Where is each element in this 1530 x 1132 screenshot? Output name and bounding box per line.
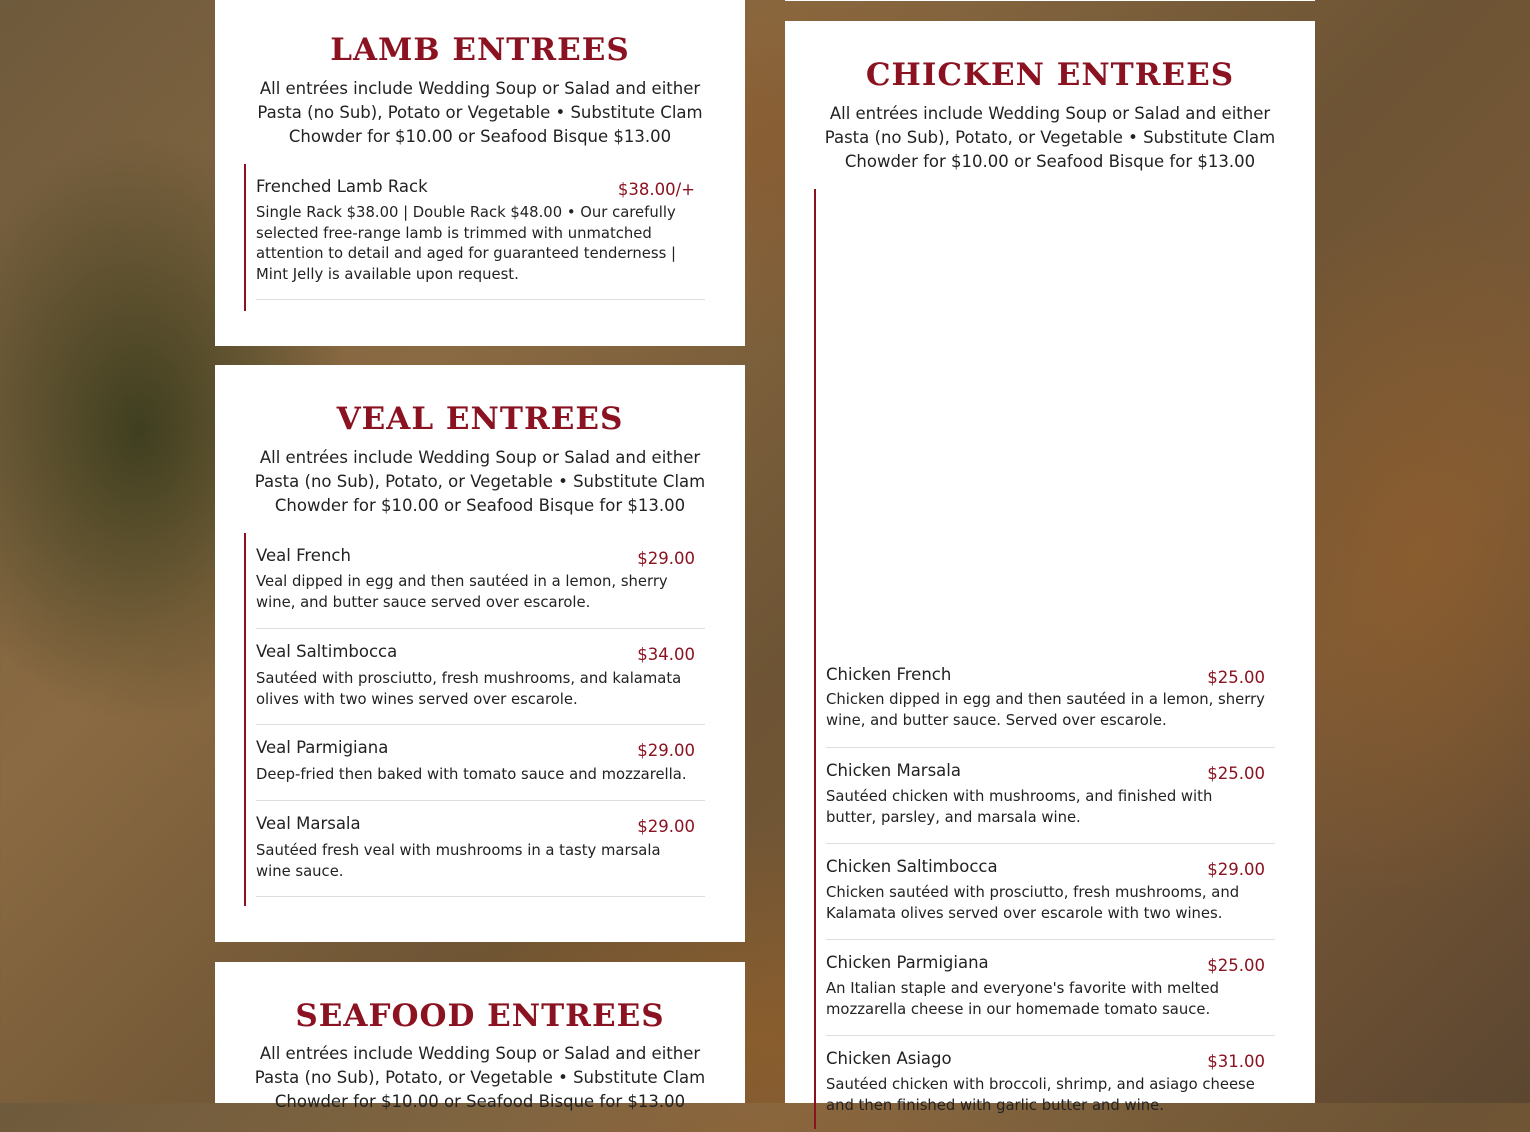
item-price: $25.00 xyxy=(1207,668,1265,687)
item-name: Veal Saltimbocca xyxy=(256,642,398,661)
item-price: $25.00 xyxy=(1207,764,1265,783)
list-item[interactable] xyxy=(256,725,705,801)
item-price: $31.00 xyxy=(1207,1052,1265,1071)
list-item[interactable] xyxy=(826,1036,1275,1132)
item-name: Chicken Marsala xyxy=(826,761,961,780)
list-item[interactable] xyxy=(826,940,1275,1036)
list-item[interactable] xyxy=(256,629,705,725)
item-description: Sautéed chicken with broccoli, shrimp, and asiago cheese and then finished with garlic butter and wine. xyxy=(826,1076,1255,1114)
item-name: Frenched Lamb Rack xyxy=(256,177,428,196)
item-price: $25.00 xyxy=(1207,956,1265,975)
item-description: Chicken dipped in egg and then sautéed in a lemon, sherry wine, and butter sauce. Served over escarole. xyxy=(826,691,1265,729)
item-price: $29.00 xyxy=(637,549,695,568)
lamb-section-title: LAMB ENTREES xyxy=(330,32,630,68)
item-price: $29.00 xyxy=(1207,860,1265,879)
item-description: Single Rack $38.00 | Double Rack $48.00 • Our carefully selected free-range lamb is trimmed with unmatched attention to detail and aged for guaranteed tenderness | Mint Jelly is available upon request. xyxy=(256,204,676,283)
list-item[interactable] xyxy=(256,533,705,629)
item-name: Veal Marsala xyxy=(256,814,361,833)
item-description: Chicken sautéed with prosciutto, fresh mushrooms, and Kalamata olives served over escarole with two wines. xyxy=(826,884,1240,922)
list-item[interactable] xyxy=(826,652,1275,748)
item-description: Sautéed chicken with mushrooms, and finished with butter, parsley, and marsala wine. xyxy=(826,788,1213,826)
seafood-section-title: SEAFOOD ENTREES xyxy=(295,998,665,1034)
item-name: Chicken Saltimbocca xyxy=(826,857,998,876)
chicken-section-title: CHICKEN ENTREES xyxy=(865,57,1235,93)
item-price: $34.00 xyxy=(637,645,695,664)
previous-card-bottom xyxy=(785,0,1315,1)
list-item[interactable] xyxy=(256,801,705,897)
veal-entrees-card xyxy=(215,365,745,942)
item-price: $29.00 xyxy=(637,741,695,760)
item-name: Chicken Parmigiana xyxy=(826,953,989,972)
list-item[interactable] xyxy=(256,164,705,300)
item-name: Chicken Asiago xyxy=(826,1049,952,1068)
list-item[interactable] xyxy=(826,844,1275,940)
veal-section-title: VEAL ENTREES xyxy=(336,401,624,437)
chicken-section-subtitle: All entrées include Wedding Soup or Salad and either Pasta (no Sub), Potato, or Vegetable • Substitute Clam Chowder for $10.00 or Seafood Bisque for $13.00 xyxy=(824,104,1276,171)
chicken-entrees-card xyxy=(785,21,1315,1114)
lamb-section-subtitle: All entrées include Wedding Soup or Salad and either Pasta (no Sub), Potato or Vegetable • Substitute Clam Chowder for $10.00 or Seafood Bisque $13.00 xyxy=(257,79,703,146)
item-name: Veal French xyxy=(256,546,351,565)
item-description: Sautéed fresh veal with mushrooms in a tasty marsala wine sauce. xyxy=(256,842,661,880)
item-price: $29.00 xyxy=(637,817,695,836)
image-placeholder xyxy=(816,189,1275,652)
veal-section-subtitle: All entrées include Wedding Soup or Salad and either Pasta (no Sub), Potato, or Vegetable • Substitute Clam Chowder for $10.00 or Seafood Bisque for $13.00 xyxy=(254,448,706,515)
lamb-item-list xyxy=(244,164,705,311)
lamb-entrees-card xyxy=(215,0,745,346)
item-description: Deep-fried then baked with tomato sauce and mozzarella. xyxy=(256,766,687,783)
item-name: Chicken French xyxy=(826,665,952,684)
item-description: Sautéed with prosciutto, fresh mushrooms, and kalamata olives with two wines served over escarole. xyxy=(256,670,682,708)
item-price: $38.00/+ xyxy=(617,180,695,199)
item-name: Veal Parmigiana xyxy=(256,738,389,757)
item-description: Veal dipped in egg and then sautéed in a lemon, sherry wine, and butter sauce served over escarole. xyxy=(256,573,668,611)
seafood-entrees-card xyxy=(215,962,745,1111)
seafood-section-subtitle: All entrées include Wedding Soup or Salad and either Pasta (no Sub), Potato, or Vegetable • Substitute Clam Chowder for $10.00 or Seafood Bisque for $13.00 xyxy=(254,1044,706,1111)
item-description: An Italian staple and everyone's favorite with melted mozzarella cheese in our homemade tomato sauce. xyxy=(826,980,1219,1018)
list-item[interactable] xyxy=(826,748,1275,844)
chicken-item-list xyxy=(814,189,1275,1129)
veal-item-list xyxy=(244,533,705,906)
